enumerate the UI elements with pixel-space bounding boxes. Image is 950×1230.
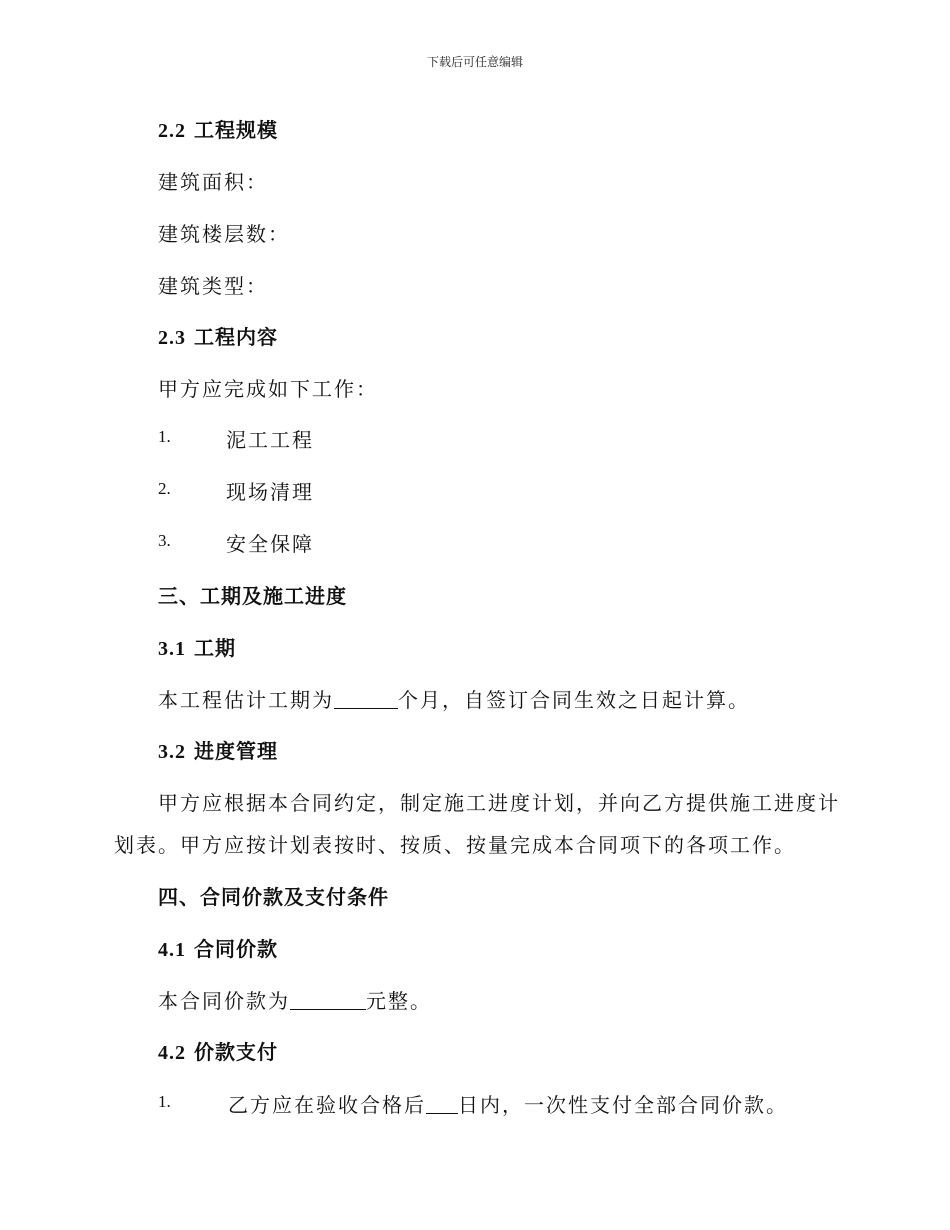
section-number: 4.1 xyxy=(158,939,186,961)
section-title: 工程内容 xyxy=(193,325,278,349)
building-floors-label: 建筑楼层数： xyxy=(158,222,290,246)
payment-item-text xyxy=(228,1089,788,1118)
building-type-label: 建筑类型： xyxy=(158,274,268,298)
list-item-number: 1. xyxy=(158,1092,171,1111)
price-text-after: 元整。 xyxy=(366,989,432,1013)
section-4-1-heading xyxy=(158,933,278,962)
period-blank xyxy=(334,690,398,709)
period-text-after: 个月，自签订合同生效之日起计算。 xyxy=(398,688,750,712)
list-item-number: 1. xyxy=(158,427,171,446)
section-title: 进度管理 xyxy=(193,739,278,763)
list-item-text: 泥工工程 xyxy=(226,428,314,452)
progress-paragraph-line2: 划表。甲方应按计划表按时、按质、按量完成本合同项下的各项工作。 xyxy=(114,833,796,857)
payment-text-after: 日内，一次性支付全部合同价款。 xyxy=(458,1093,788,1117)
section-title: 工程规模 xyxy=(193,118,278,142)
section-number: 3.2 xyxy=(158,741,186,763)
section-title: 合同价款 xyxy=(193,937,278,961)
section-3-heading: 三、工期及施工进度 xyxy=(158,584,347,608)
period-sentence xyxy=(158,684,750,713)
section-3-2-heading xyxy=(158,735,278,764)
section-title: 价款支付 xyxy=(193,1040,278,1064)
section-number: 3.1 xyxy=(158,638,186,660)
section-2-3-heading xyxy=(158,321,278,350)
price-text-before: 本合同价款为 xyxy=(158,989,290,1013)
section-3-1-heading xyxy=(158,632,236,661)
section-4-heading: 四、合同价款及支付条件 xyxy=(158,885,389,909)
content-intro: 甲方应完成如下工作： xyxy=(158,377,378,401)
section-4-2-heading xyxy=(158,1036,278,1065)
list-item-text: 现场清理 xyxy=(226,480,314,504)
payment-days-blank xyxy=(426,1095,458,1114)
progress-paragraph-line1: 甲方应根据本合同约定，制定施工进度计划，并向乙方提供施工进度计 xyxy=(158,791,840,815)
period-text-before: 本工程估计工期为 xyxy=(158,688,334,712)
building-area-label: 建筑面积： xyxy=(158,170,268,194)
price-blank xyxy=(290,991,366,1010)
section-title: 工期 xyxy=(193,636,236,660)
list-item-number: 2. xyxy=(158,479,171,498)
section-number: 2.2 xyxy=(158,120,186,142)
list-item-text: 安全保障 xyxy=(226,532,314,556)
section-number: 2.3 xyxy=(158,327,186,349)
list-item-number: 3. xyxy=(158,531,171,550)
section-number: 4.2 xyxy=(158,1042,186,1064)
section-2-2-heading xyxy=(158,114,278,143)
price-sentence xyxy=(158,985,432,1014)
page-header: 下载后可任意编辑 xyxy=(426,55,523,69)
payment-text-before: 乙方应在验收合格后 xyxy=(228,1093,426,1117)
